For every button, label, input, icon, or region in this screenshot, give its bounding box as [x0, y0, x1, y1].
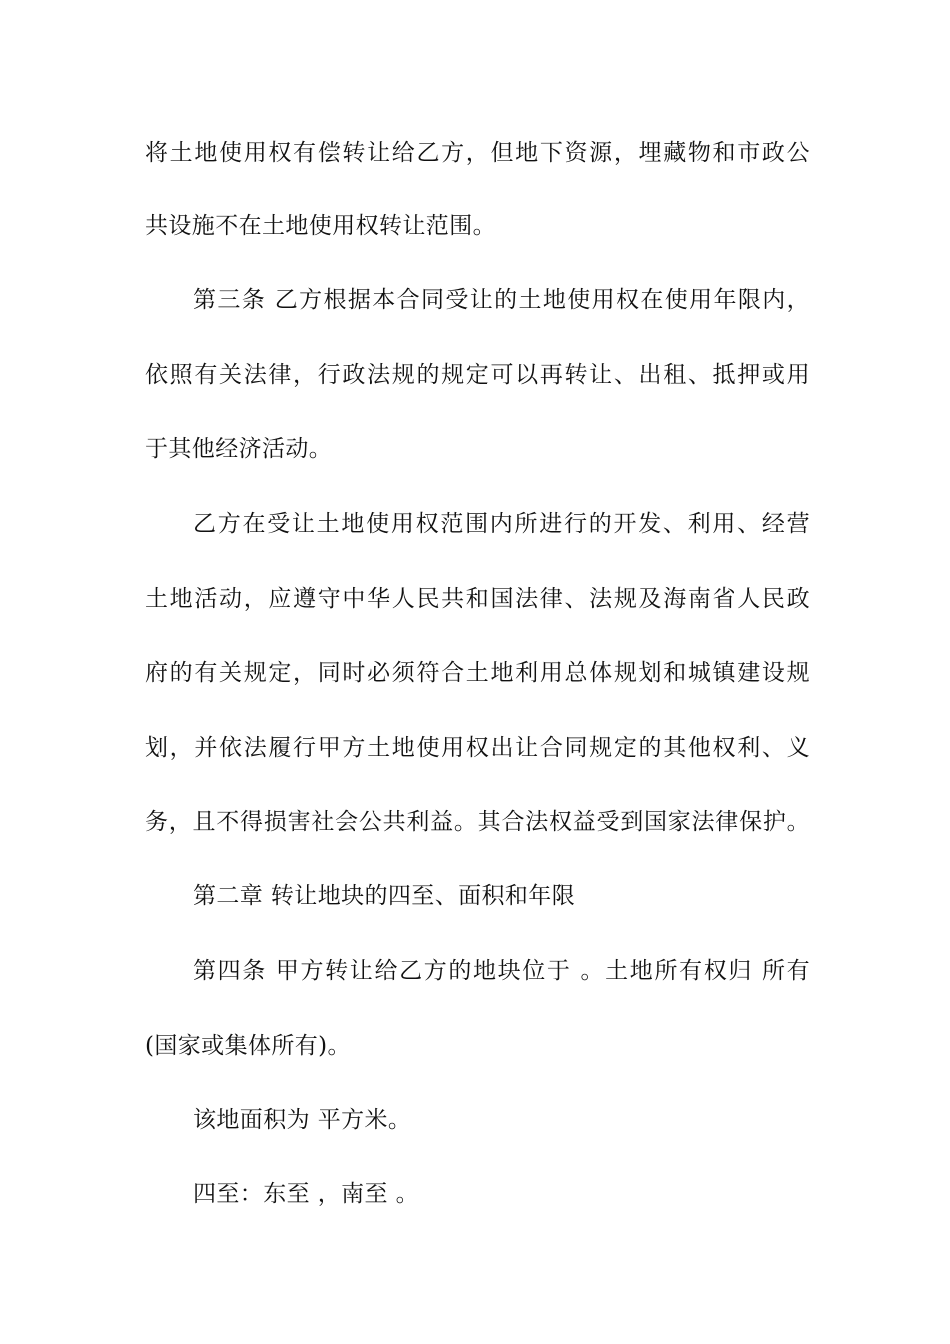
article-3-line-2: 依照有关法律，行政法规的规定可以再转让、出租、抵押或用: [145, 362, 810, 388]
area-line: 该地面积为 平方米。: [193, 1107, 412, 1133]
boundaries-line: 四至：东至 ，南至 。: [193, 1181, 420, 1207]
chapter-2-heading: 第二章 转让地块的四至、面积和年限: [193, 883, 576, 909]
article-4-line-2: (国家或集体所有)。: [145, 1033, 351, 1059]
article-3-line-3: 于其他经济活动。: [145, 436, 333, 462]
text-line-1: 将土地使用权有偿转让给乙方，但地下资源，埋藏物和市政公: [145, 140, 810, 166]
paragraph-line-3: 府的有关规定，同时必须符合土地利用总体规划和城镇建设规: [145, 660, 810, 686]
paragraph-line-2: 土地活动，应遵守中华人民共和国法律、法规及海南省人民政: [145, 586, 810, 612]
paragraph-line-5: 务，且不得损害社会公共利益。其合法权益受到国家法律保护。: [145, 809, 810, 835]
article-3-line-1: 第三条 乙方根据本合同受让的土地使用权在使用年限内，: [193, 287, 810, 313]
paragraph-line-4: 划，并依法履行甲方土地使用权出让合同规定的其他权利、义: [145, 735, 810, 761]
paragraph-line-1: 乙方在受让土地使用权范围内所进行的开发、利用、经营: [193, 511, 810, 537]
text-line-2: 共设施不在土地使用权转让范围。: [145, 213, 496, 239]
article-4-line-1: 第四条 甲方转让给乙方的地块位于 。土地所有权归 所有: [193, 958, 810, 984]
